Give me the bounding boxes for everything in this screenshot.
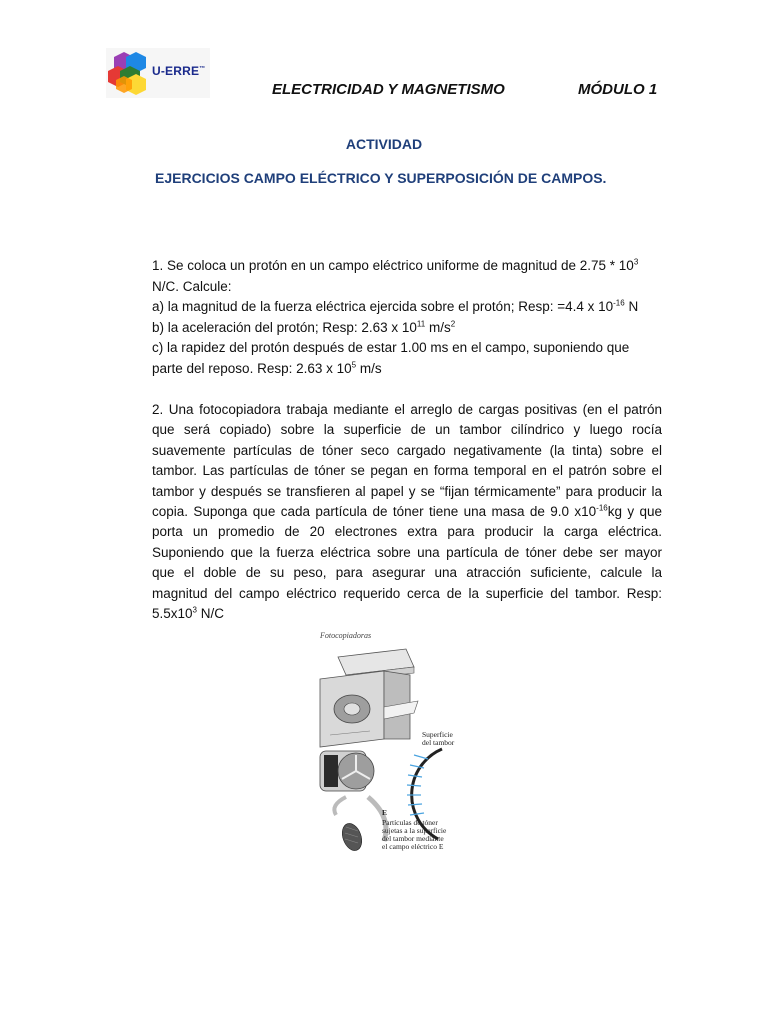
exercise-2-line: 2. Una fotocopiadora trabaja mediante el arreglo de cargas positivas (en el patrón (152, 402, 662, 417)
photocopier-figure (310, 627, 462, 859)
exercise-2-line: tambor y después se transfieren al papel y se “fijan térmicamente” para producir la (152, 483, 662, 499)
exercise-1-part-c: c) la rapidez del protón después de estar 1.00 ms en el campo, suponiendo que (152, 340, 630, 355)
exercise-1-line-1: 1. Se coloca un protón en un campo eléctrico uniforme de magnitud de $2.75 * 10^3$ (152, 257, 639, 273)
exercise-2-line: que será copiado) sobre la superficie de un tambor cilíndrico y luego rocía (152, 422, 662, 438)
logo-text: U-ERRE™ (152, 64, 206, 78)
exercise-2 (152, 400, 662, 624)
course-title: ELECTRICIDAD Y MAGNETISMO (272, 81, 505, 98)
exercise-1 (152, 256, 672, 379)
exercise-2-line: tambor. Las partículas de tóner se pegan en forma temporal en el patrón sobre el (152, 463, 662, 479)
exercise-2-line: magnitud del campo eléctrico requerido cerca de la superficie del tambor. Resp: (152, 585, 662, 601)
exercise-1-part-c-cont: parte del reposo. Resp: 2.63 x $10^5$ m/s (152, 360, 382, 376)
exercise-1-line-2: N/C. Calcule: (152, 278, 232, 294)
u-erre-logo (106, 48, 210, 98)
exercise-2-line: porta un promedio de 20 electrones extra para producir la carga eléctrica. (152, 524, 662, 540)
exercise-2-line: que el doble de su peso, para asegurar una atracción suficiente, calcule la (152, 565, 662, 581)
figure-label-toner: Partículas de tóner sujetas a la superficie del tambor mediante el campo eléctrico E (382, 818, 447, 851)
figure-label-e: E (382, 808, 388, 817)
figure-label-surface: Superficie del tambor (422, 730, 455, 747)
exercise-1-part-b: b) la aceleración del protón; Resp: 2.63 x $10^{11}$ $m/s^2$ (152, 319, 456, 335)
figure-title: Fotocopiadoras (320, 631, 372, 640)
exercise-subtitle: EJERCICIOS CAMPO ELÉCTRICO Y SUPERPOSICIÓN DE CAMPOS. (155, 170, 607, 186)
activity-heading: ACTIVIDAD (345, 136, 423, 152)
module-label: MÓDULO 1 (578, 81, 658, 98)
exercise-2-line: Suponiendo que la fuerza eléctrica sobre una partícula de tóner debe ser mayor (152, 544, 662, 560)
exercise-2-line: copia. Suponga que cada partícula de tóner tiene una masa de 9.0 $x10^{-16}kg$ y que (152, 503, 662, 519)
exercise-1-part-a: a) la magnitud de la fuerza eléctrica ejercida sobre el protón; Resp: =4.4 x $10^{-16}$ N (152, 298, 639, 314)
exercise-2-line: $5.5x10^3$ N/C (152, 605, 224, 621)
exercise-2-line: suavemente partículas de tóner seco cargado negativamente (la tinta) sobre el (152, 442, 662, 458)
